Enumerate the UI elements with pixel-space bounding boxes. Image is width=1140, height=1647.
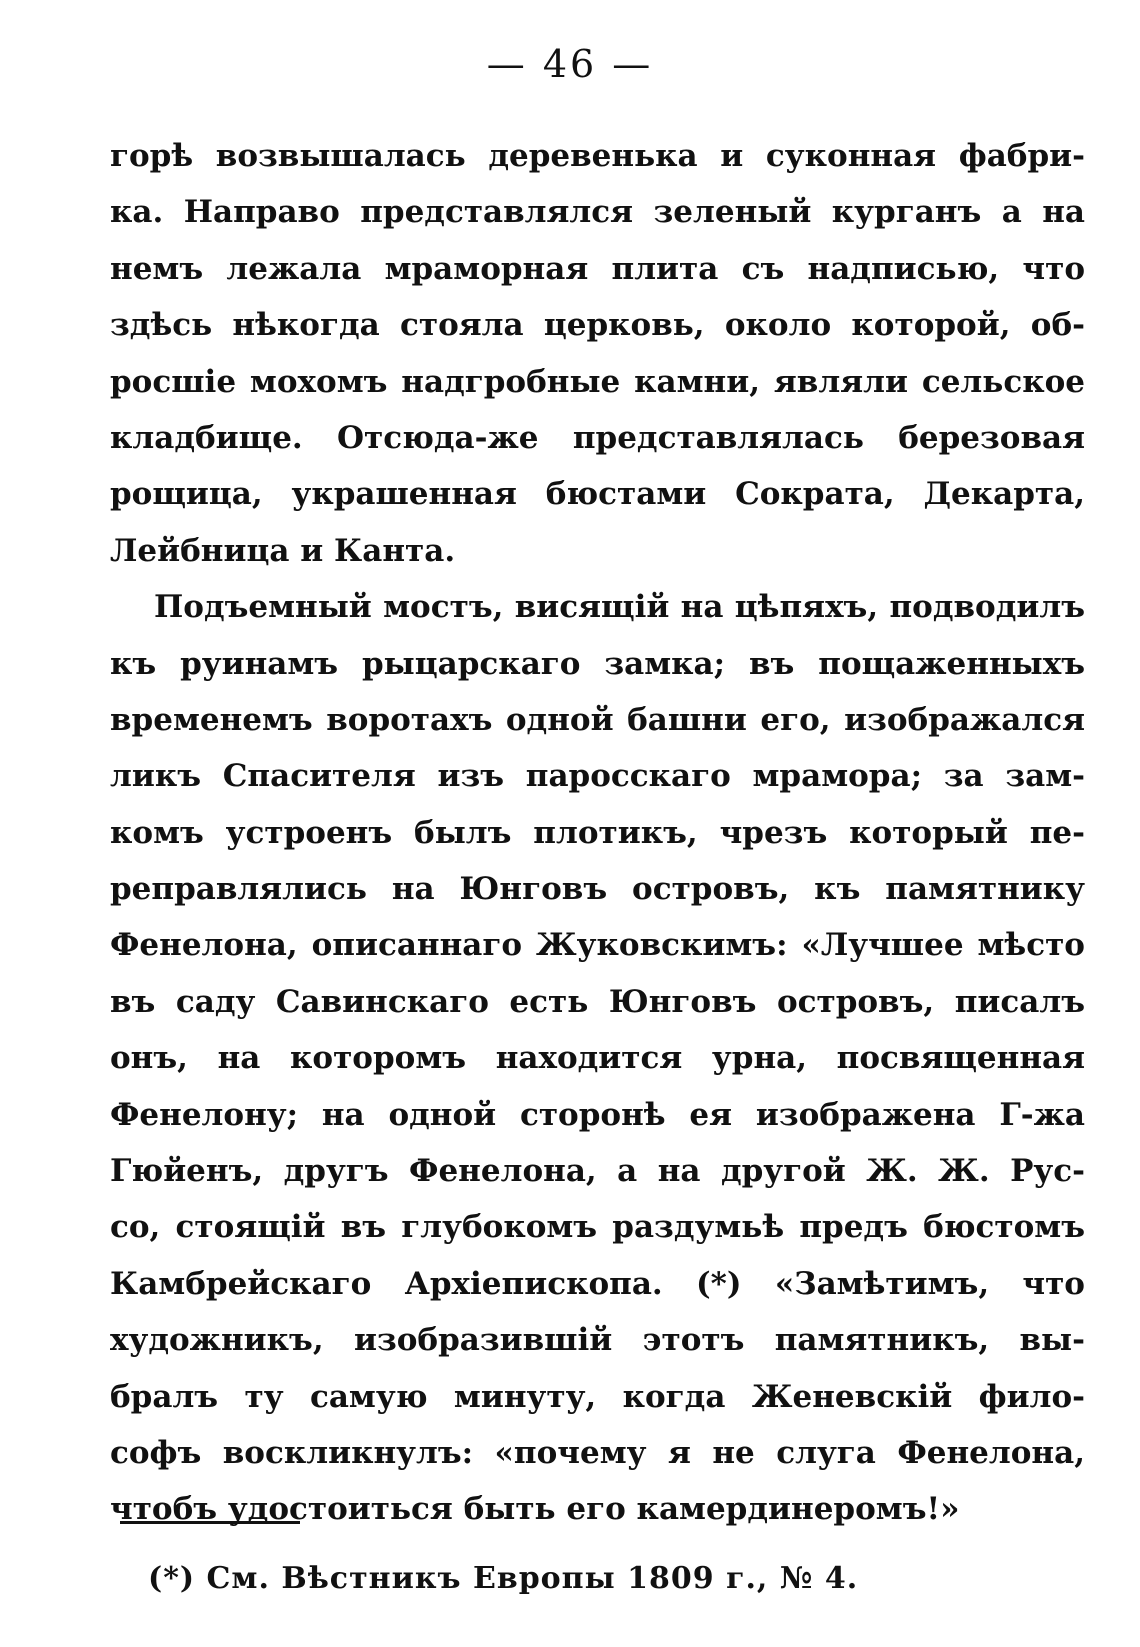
text-line: Лейбница и Канта. [110, 532, 456, 569]
text-line: къ руинамъ рыцарскаго замка; въ пощаженныхъ [110, 645, 1085, 682]
page-number: — 46 — [486, 42, 654, 86]
text-line: Фенелона, описаннаго Жуковскимъ: «Лучшее мѣсто [110, 927, 1085, 964]
text-line: Фенелону; на одной сторонѣ ея изображена Г-жа [110, 1096, 1085, 1133]
text-line: комъ устроенъ былъ плотикъ, чрезъ который пе- [110, 814, 1085, 851]
text-line: реправлялись на Юнговъ островъ, къ памятнику [110, 871, 1085, 908]
text-line: въ саду Савинскаго есть Юнговъ островъ, писалъ [110, 983, 1085, 1020]
text-line: софъ воскликнулъ: «почему я не слуга Фенелона, [110, 1434, 1085, 1471]
footnote: (*) См. Вѣстникъ Европы 1809 г., № 4. [148, 1561, 859, 1596]
text-line: Гюйенъ, другъ Фенелона, а на другой Ж. Ж. Рус- [110, 1153, 1085, 1190]
paragraph-1 [110, 128, 1085, 579]
text-line: Камбрейскаго Архіепископа. (*) «Замѣтимъ, что [110, 1265, 1085, 1302]
text-line: чтобъ удостоиться быть его камердинеромъ!» [110, 1491, 960, 1528]
text-line: росшіе мохомъ надгробные камни, являли сельское [110, 363, 1085, 400]
paragraph-2 [110, 579, 1085, 1538]
text-line: немъ лежала мраморная плита съ надписью, что [110, 250, 1085, 287]
text-line: здѣсь нѣкогда стояла церковь, около которой, об- [110, 307, 1085, 344]
text-line: ликъ Спасителя изъ паросскаго мрамора; за зам- [110, 758, 1085, 795]
text-line: горѣ возвышалась деревенька и суконная фабри- [110, 138, 1085, 174]
footnote-divider [120, 1521, 300, 1524]
text-line: ка. Направо представлялся зеленый курганъ а на [110, 194, 1085, 231]
text-line: кладбище. Отсюда-же представлялась березовая [110, 419, 1085, 456]
text-line: рощица, украшенная бюстами Сократа, Декарта, [110, 476, 1085, 513]
text-line: бралъ ту самую минуту, когда Женевскій фило- [110, 1378, 1085, 1415]
text-line: временемъ воротахъ одной башни его, изображался [110, 701, 1085, 738]
text-line: художникъ, изобразившій этотъ памятникъ, вы- [110, 1322, 1085, 1359]
text-line: со, стоящій въ глубокомъ раздумьѣ предъ бюстомъ [110, 1209, 1085, 1246]
text-line: Подъемный мостъ, висящій на цѣпяхъ, подводилъ [154, 589, 1085, 626]
body-text [110, 128, 1085, 1538]
text-line: онъ, на которомъ находится урна, посвященная [110, 1040, 1085, 1077]
